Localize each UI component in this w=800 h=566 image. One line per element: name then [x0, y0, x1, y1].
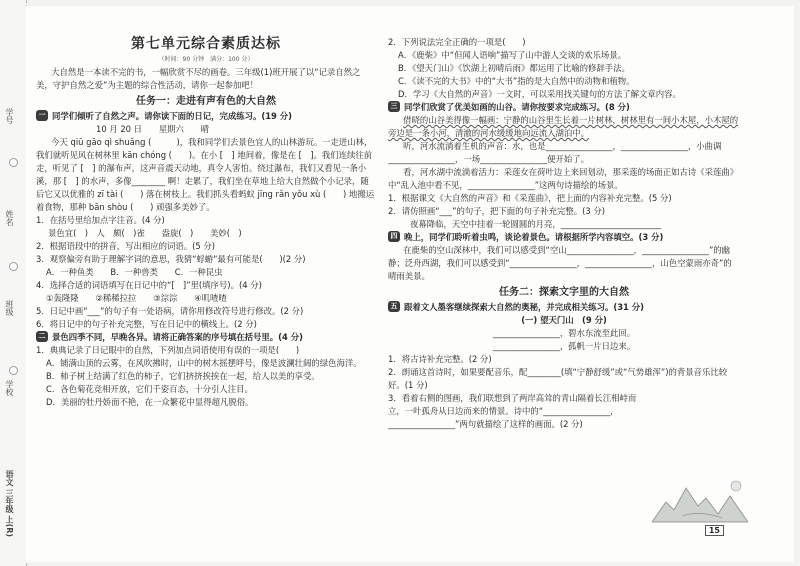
- q4-heading: [388, 231, 740, 244]
- q5-badge: 五: [388, 301, 400, 312]
- r-q2: 2．下列说法完全正确的一项是( ): [388, 37, 526, 47]
- q4-passage: 在鹿柴的空山深林中，我们可以感受到“空山________________，________________”的幽静；泛舟西湖，我们可以感受到“________________，________________，山色空蒙雨亦奇”的晴雨美景。: [388, 245, 732, 281]
- q2-heading: [36, 331, 376, 344]
- page-subtitle: （时间：90 分钟 满分：100 分）: [158, 56, 254, 63]
- intro-text: 大自然是一本读不完的书，一幅欣赏不尽的画卷。三年级(1)班开展了以“记录自然之美，守护自然之爱”为主题的综合性活动，请你一起参加吧！: [36, 67, 361, 90]
- q5-text: 跟着文人墨客继续探索大自然的奥秘，并完成相关练习。(31 分): [404, 302, 644, 312]
- q2-option-a: A．铺满山顶的云雾，在风吹拂时，山中的树木摇摆呼号，像是波澜壮阔的绿色海洋。: [46, 358, 362, 368]
- q3-badge: 三: [388, 101, 400, 112]
- binding-label-id: 学号: [5, 108, 14, 124]
- q5-item-2: 2．朗诵这首诗时，如果要配音乐，配________(填“宁静舒缓”或“气势雄浑”)的背景音乐比较好。(1 分): [388, 367, 728, 390]
- poem-title: (一) 望天门山 (9 分): [521, 315, 607, 325]
- binding-subject: 语文 三年级 上(R): [5, 470, 14, 538]
- q3-fill-2: 看，河水湖中流淌着活力：采莲女在荷叶边上来回划动，那采莲的场面正如古诗《采莲曲》中“乱入池中看不见，________________”这两句诗描绘的场景。: [388, 167, 739, 190]
- q2-option-d: D．美丽的牡丹娇面不艳，在一众繁花中显得超凡脱俗。: [46, 397, 254, 407]
- diary-date: 10 月 20 日 星期六 晴: [96, 124, 210, 134]
- q4-badge: 四: [388, 231, 400, 242]
- exam-page: [26, 6, 794, 562]
- q1-item-1: 1．在括号里给加点字注音。(4 分): [36, 215, 165, 225]
- q1-item-2: 2．根据语段中的拼音，写出相应的词语。(5 分): [36, 241, 215, 251]
- q1-text: 同学们倾听了自然之声。请你读下面的日记，完成练习。(19 分): [52, 111, 292, 121]
- q3-text: 同学们欣赏了优美如画的山谷。请你按要求完成练习。(8 分): [404, 102, 630, 112]
- q1-item-6: 6．将日记中的句子补充完整，写在日记中的横线上。(2 分): [36, 319, 257, 329]
- q1-item-1-words: 景色宜( ) 人 颇( )雀 盎旋( ) 美妙( ): [48, 228, 242, 238]
- binding-margin: [0, 0, 27, 566]
- q1-item-4: 4．选择合适的词语填写在日记中的“[ ]”里(填序号)。(4 分): [36, 280, 262, 290]
- r-q2-option-a: A．《鹿柴》中“但闻人语响”描写了山中游人交谈的欢乐场景。: [398, 50, 626, 60]
- task2-heading: 任务二：探索文字里的大自然: [499, 287, 629, 298]
- mountain-illustration: [652, 476, 748, 526]
- page-number: 15: [705, 525, 724, 536]
- right-column: [388, 6, 740, 431]
- task1-heading: 任务一：走进有声有色的大自然: [136, 96, 276, 107]
- q2-text: 景色四季不同，早晚各异。请将正确答案的序号填在括号里。(4 分): [52, 332, 303, 342]
- q1-item-3: 3．观察偏旁有助于理解字词的意思，我猜“蜉蝣”最有可能是( )(2 分): [36, 254, 306, 264]
- q3-item-2: 2．请仿照画“___”的句子，把下面的句子补充完整。(3 分): [388, 206, 605, 216]
- binding-label-class: 班级: [5, 300, 14, 316]
- q1-item-3-options: A．一种鱼类 B．一种兽类 C．一种昆虫: [46, 267, 223, 277]
- page-title: 第七单元综合素质达标: [131, 36, 281, 52]
- q2-item-1: 1．典典记录了日记眼中的自然，下列加点词语使用有误的一项是( ): [36, 345, 300, 355]
- q3-fill-1: 听，河水流淌着生机的声音：水，也是________________，________________，小曲调________________，一场________________便开始了。: [388, 141, 722, 164]
- q1-badge: 一: [36, 110, 48, 121]
- q2-option-b: B．柿子树上结满了红色的柿子，它们挤挤挨挨在一起，给人以美的享受。: [46, 371, 320, 381]
- r-q2-option-b: B．《望天门山》《饮湖上初晴后雨》都运用了比喻的修辞手法。: [398, 63, 630, 73]
- binding-label-name: 姓名: [5, 210, 14, 226]
- r-q2-option-c: C．《读不完的大书》中的“大书”指的是大自然中的动物和植物。: [398, 76, 635, 86]
- q3-item-1: 1．根据课文《大自然的声音》和《采莲曲》，把上面的内容补充完整。(5 分): [388, 193, 672, 203]
- diary-body: 今天 qiū gāo qì shuǎng ( )，我和同学们去景色宜人的山林游玩。一走进山林，我们就听见风在树林里 kān chóng ( )。在小 [ ] 地间着，像是在 [ ]。我们连续往前走，听见了 [ ] 的瀑布声，这声音震天动地，真令人害怕。绕过瀑布，我们又看见一条小溪，那 [ ] 的水声，多像________ 啊！走累了，我们坐在草地上给大自然做个小记录，随后它又以优雅的 zī tài ( ) 落在树枝上。我们抓头看蚂蚁 jīng rǎn yǒu xù ( ) 地搬运着食物，那种 bān shòu ( ) 顽强多美妙了。: [36, 137, 375, 212]
- q3-heading: [388, 101, 740, 114]
- left-column: [36, 6, 376, 409]
- q2-badge: 二: [36, 331, 48, 342]
- q4-text: 晚上，同学们聆听着虫鸣，谈论着景色。请根据所学内容填空。(3 分): [404, 232, 664, 242]
- r-q2-option-d: D．学习《大自然的声音》一文时，可以采用找关键句的方法了解文章内容。: [398, 89, 681, 99]
- binding-hole: [9, 158, 18, 167]
- q3-item-2-line: 夜幕降临，天空中挂着一轮圆圆的月亮，________________________: [410, 219, 662, 229]
- poem-line-1: ________________，碧水东流至此回。: [492, 328, 636, 338]
- binding-hole: [9, 262, 18, 271]
- q2-option-c: C．各色菊花竞相开放，它们千姿百态，十分引人注目。: [46, 384, 253, 394]
- poem-line-2: ________________，孤帆一片日边来。: [492, 341, 636, 351]
- q5-item-1: 1．将古诗补充完整。(2 分): [388, 354, 492, 364]
- binding-hole: [9, 366, 18, 375]
- q1-item-4-options: ①轰隆隆 ②稀稀拉拉 ③淙淙 ④叽喳喳: [46, 293, 227, 303]
- q1-item-5: 5．日记中画“___”的句子有一处语病，请你用修改符号进行修改。(2 分): [36, 306, 304, 316]
- q3-passage: 借晓的山谷美得像一幅画：宁静的山谷里生长着一片树林，树林里有一间小木屋，小木屋的旁边是一条小河，清澈的河水缓缓地向远流入湖泊中。: [388, 115, 739, 138]
- q5-item-3: 3．看着右侧的图画，我们联想到了两岸高耸的青山隔着长江相峙而立，一叶孤舟从日边而来的情景。诗中的“________________，________________”两句就描绘了这样的画面。(2 分): [388, 393, 637, 429]
- q1-heading: [36, 110, 376, 123]
- q5-heading: [388, 301, 740, 314]
- binding-label-school: 学校: [5, 380, 14, 396]
